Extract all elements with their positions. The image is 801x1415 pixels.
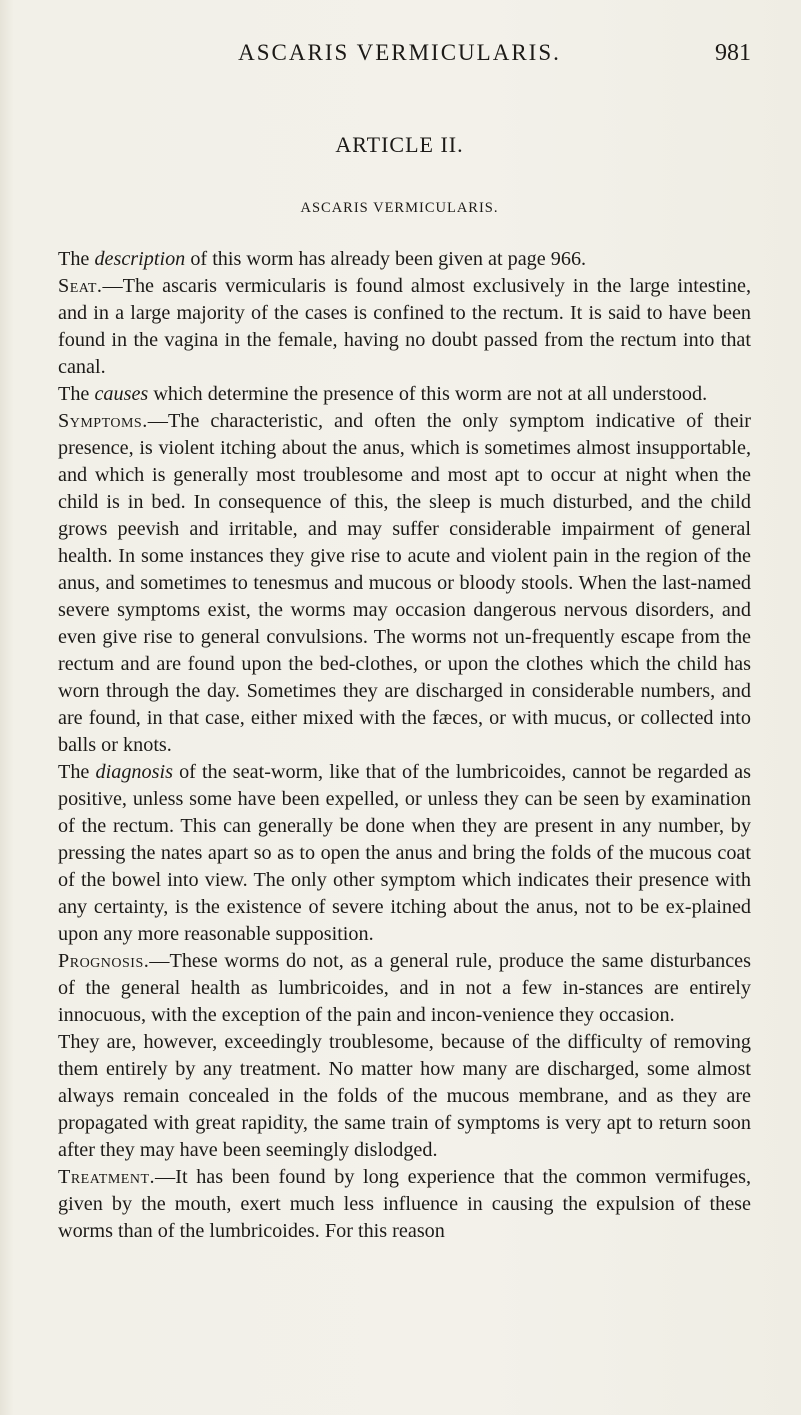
paragraph-diagnosis: [58, 759, 751, 948]
seat-label: Seat.: [58, 275, 103, 297]
paragraph-description: [58, 246, 751, 273]
description-text: of this worm has already been given at page 966.: [185, 248, 587, 270]
paragraph-treatment: [58, 1164, 751, 1245]
article-body: [58, 246, 751, 1245]
running-title: ASCARIS VERMICULARIS.: [238, 40, 561, 65]
symptoms-text: —The characteristic, and often the only symptom indicative of their presence, is violent itching about the anus, which is sometimes almost insupportable, and which is generally most troublesome and most apt to occur at night when the child is in bed. In consequence of this, the sleep is much disturbed, and the child grows peevish and irritable, and may suffer considerable impairment of general health. In some instances they give rise to acute and violent pain in the region of the anus, and sometimes to tenesmus and mucous or bloody stools. When the last-named severe symptoms exist, the worms may occasion dangerous nervous disorders, and even give rise to general convulsions. The worms not un-frequently escape from the rectum and are found upon the bed-clothes, or upon the clothes which the child has worn through the day. Sometimes they are discharged in considerable numbers, and are found, in that case, either mixed with the fæces, or with mucus, or collected into balls or knots.: [58, 410, 751, 756]
diagnosis-text: of the seat-worm, like that of the lumbricoides, cannot be regarded as positive, unless some have been expelled, or unless they can be seen by examination of the rectum. This can generally be done when they are present in any number, by pressing the nates apart so as to open the anus and bring the folds of the mucous coat of the bowel into view. The only other symptom which indicates their presence with any certainty, is the existence of severe itching about the anus, not to be ex-plained upon any more reasonable supposition.: [58, 761, 751, 945]
diagnosis-lead: The: [58, 761, 96, 783]
paragraph-seat: [58, 273, 751, 381]
description-lead: The: [58, 248, 95, 270]
paragraph-prognosis: [58, 948, 751, 1029]
prognosis-label: Prognosis.: [58, 950, 150, 972]
running-head: [48, 40, 751, 70]
causes-lead: The: [58, 383, 95, 405]
paragraph-causes: [58, 381, 751, 408]
prognosis-text: —These worms do not, as a general rule, produce the same disturbances of the general health as lumbricoides, and in not a few in-stances are entirely innocuous, with the exception of the pain and incon-venience they occasion.: [58, 950, 751, 1026]
prognosis-continued-text: They are, however, exceedingly troublesome, because of the difficulty of removing them entirely by any treatment. No matter how many are discharged, some almost always remain concealed in the folds of the mucous membrane, and as they are propagated with great rapidity, the same train of symptoms is very apt to return soon after they may have been seemingly dislodged.: [58, 1031, 751, 1161]
article-heading: ARTICLE II.: [335, 132, 464, 157]
article-subheading: ASCARIS VERMICULARIS.: [300, 200, 499, 216]
paragraph-prognosis-continued: [58, 1029, 751, 1164]
symptoms-label: Symptoms.: [58, 410, 148, 432]
description-term: description: [94, 248, 186, 270]
treatment-label: Treatment.: [58, 1166, 156, 1188]
causes-term: causes: [94, 383, 149, 405]
page-number: 981: [715, 40, 751, 66]
treatment-text: —It has been found by long experience that the common vermifuges, given by the mouth, exert much less influence in causing the expulsion of these worms than of the lumbricoides. For this reason: [58, 1166, 751, 1242]
diagnosis-term: diagnosis: [95, 761, 173, 783]
causes-text: which determine the presence of this worm are not at all understood.: [148, 383, 708, 405]
seat-text: —The ascaris vermicularis is found almost exclusively in the large intestine, and in a large majority of the cases is confined to the rectum. It is said to have been found in the vagina in the female, having no doubt passed from the rectum into that canal.: [58, 275, 751, 378]
paragraph-symptoms: [58, 408, 751, 759]
